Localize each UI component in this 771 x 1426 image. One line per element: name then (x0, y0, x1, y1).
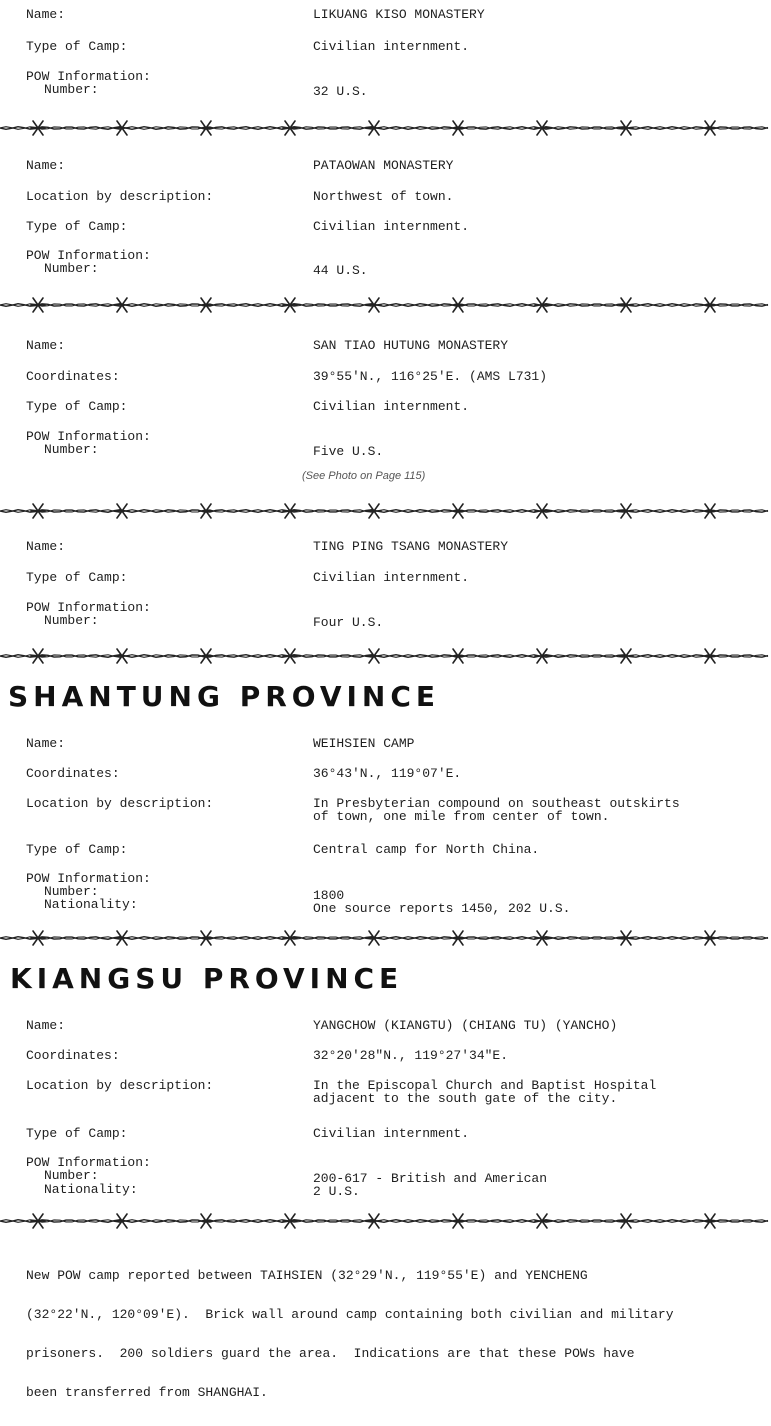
barb-mark (115, 931, 129, 945)
field-value-type: Central camp for North China. (313, 842, 540, 857)
barb-mark (367, 504, 381, 518)
barb-mark (283, 931, 297, 945)
field-label-type: Type of Camp: (26, 219, 128, 234)
field-value-location: In the Episcopal Church and Baptist Hospital (313, 1078, 657, 1093)
field-value-location-continued: adjacent to the south gate of the city. (313, 1091, 618, 1106)
pow-info-header: POW Information: (26, 69, 151, 84)
barbed-wire-divider (0, 1212, 771, 1230)
barb-mark (535, 649, 549, 663)
barb-mark (199, 1214, 213, 1228)
field-value-coordinates: 39°55'N., 116°25'E. (AMS L731) (313, 369, 548, 384)
province-heading-shantung: SHANTUNG PROVINCE (8, 680, 441, 713)
barb-mark (115, 121, 129, 135)
field-label-location: Location by description: (26, 1078, 214, 1093)
field-label-nationality: Nationality: (44, 897, 138, 912)
barb-mark (619, 121, 633, 135)
field-value-type: Civilian internment. (313, 219, 470, 234)
barb-mark (703, 298, 717, 312)
field-value-number: Four U.S. (313, 615, 384, 630)
barb-mark (199, 504, 213, 518)
barb-mark (115, 504, 129, 518)
paragraph-line: prisoners. 200 soldiers guard the area. Indications are that these POWs have (26, 1346, 635, 1361)
field-label-coordinates: Coordinates: (26, 1048, 120, 1063)
barb-mark (451, 504, 465, 518)
field-label-number: Number: (44, 82, 99, 97)
barb-mark (619, 1214, 633, 1228)
field-label-number: Number: (44, 613, 99, 628)
paragraph-line: (32°22'N., 120°09'E). Brick wall around camp containing both civilian and military (26, 1307, 674, 1322)
barb-mark (619, 931, 633, 945)
barb-mark (31, 121, 45, 135)
barb-mark (31, 649, 45, 663)
barbed-wire-divider (0, 647, 771, 665)
field-label-location: Location by description: (26, 796, 214, 811)
field-value-type: Civilian internment. (313, 399, 470, 414)
field-value-name: SAN TIAO HUTUNG MONASTERY (313, 338, 509, 353)
barb-mark (367, 931, 381, 945)
barb-mark (31, 1214, 45, 1228)
province-heading-kiangsu: KIANGSU PROVINCE (10, 962, 404, 995)
barbed-wire-divider (0, 296, 771, 314)
barb-mark (451, 298, 465, 312)
field-label-type: Type of Camp: (26, 842, 128, 857)
field-label-type: Type of Camp: (26, 570, 128, 585)
barb-mark (283, 121, 297, 135)
field-value-number: 32 U.S. (313, 84, 368, 99)
pow-info-header: POW Information: (26, 248, 151, 263)
field-label-name: Name: (26, 736, 66, 751)
field-label-number: Number: (44, 1168, 99, 1183)
field-value-type: Civilian internment. (313, 570, 470, 585)
field-label-name: Name: (26, 1018, 66, 1033)
paragraph-line: been transferred from SHANGHAI. (26, 1385, 268, 1400)
barb-mark (703, 1214, 717, 1228)
paragraph-line: New POW camp reported between TAIHSIEN (32°29'N., 119°55'E) and YENCHENG (26, 1268, 588, 1283)
barb-mark (31, 504, 45, 518)
barbed-wire-divider (0, 119, 771, 137)
field-value-name: WEIHSIEN CAMP (313, 736, 415, 751)
barb-mark (115, 649, 129, 663)
field-value-name: LIKUANG KISO MONASTERY (313, 7, 485, 22)
barb-mark (535, 121, 549, 135)
field-value-location: In Presbyterian compound on southeast outskirts (313, 796, 680, 811)
barb-mark (283, 298, 297, 312)
field-label-name: Name: (26, 338, 66, 353)
field-value-number: Five U.S. (313, 444, 384, 459)
field-value-coordinates: 36°43'N., 119°07'E. (313, 766, 462, 781)
barbed-wire-divider (0, 502, 771, 520)
field-label-type: Type of Camp: (26, 39, 128, 54)
barb-mark (283, 649, 297, 663)
barb-mark (283, 1214, 297, 1228)
barb-mark (31, 931, 45, 945)
pow-info-header: POW Information: (26, 871, 151, 886)
field-value-nationality: One source reports 1450, 202 U.S. (313, 901, 571, 916)
barb-mark (619, 649, 633, 663)
field-label-number: Number: (44, 442, 99, 457)
barb-mark (115, 298, 129, 312)
field-value-nationality: 2 U.S. (313, 1184, 360, 1199)
barb-mark (703, 931, 717, 945)
barb-mark (451, 931, 465, 945)
pow-info-header: POW Information: (26, 1155, 151, 1170)
pow-info-header: POW Information: (26, 600, 151, 615)
barb-mark (535, 504, 549, 518)
barb-mark (367, 121, 381, 135)
barb-mark (367, 1214, 381, 1228)
field-label-coordinates: Coordinates: (26, 766, 120, 781)
barb-mark (451, 1214, 465, 1228)
field-value-number: 200-617 - British and American (313, 1171, 548, 1186)
barb-mark (535, 931, 549, 945)
barb-mark (535, 298, 549, 312)
barb-mark (703, 649, 717, 663)
pow-info-header: POW Information: (26, 429, 151, 444)
field-value-number: 44 U.S. (313, 263, 368, 278)
field-label-location: Location by description: (26, 189, 214, 204)
field-value-name: YANGCHOW (KIANGTU) (CHIANG TU) (YANCHO) (313, 1018, 618, 1033)
barb-mark (451, 649, 465, 663)
field-label-nationality: Nationality: (44, 1182, 138, 1197)
field-label-coordinates: Coordinates: (26, 369, 120, 384)
photo-reference-note: (See Photo on Page 115) (302, 470, 426, 482)
field-value-location: Northwest of town. (313, 189, 454, 204)
field-label-name: Name: (26, 158, 66, 173)
closing-paragraph (26, 1243, 766, 1425)
barb-mark (451, 121, 465, 135)
field-label-type: Type of Camp: (26, 399, 128, 414)
barb-mark (703, 121, 717, 135)
field-label-number: Number: (44, 261, 99, 276)
barb-mark (619, 504, 633, 518)
field-label-type: Type of Camp: (26, 1126, 128, 1141)
barb-mark (115, 1214, 129, 1228)
field-value-type: Civilian internment. (313, 39, 470, 54)
barb-mark (367, 649, 381, 663)
barb-mark (31, 298, 45, 312)
field-label-name: Name: (26, 539, 66, 554)
barb-mark (283, 504, 297, 518)
barb-mark (199, 931, 213, 945)
field-value-coordinates: 32°20'28"N., 119°27'34"E. (313, 1048, 509, 1063)
field-value-location-continued: of town, one mile from center of town. (313, 809, 610, 824)
field-value-number: 1800 (313, 888, 345, 903)
barb-mark (703, 504, 717, 518)
barbed-wire-divider (0, 929, 771, 947)
field-value-name: PATAOWAN MONASTERY (313, 158, 454, 173)
barb-mark (619, 298, 633, 312)
barb-mark (367, 298, 381, 312)
field-value-name: TING PING TSANG MONASTERY (313, 539, 509, 554)
field-label-number: Number: (44, 884, 99, 899)
field-value-type: Civilian internment. (313, 1126, 470, 1141)
barb-mark (199, 649, 213, 663)
barb-mark (199, 298, 213, 312)
field-label-name: Name: (26, 7, 66, 22)
barb-mark (199, 121, 213, 135)
barb-mark (535, 1214, 549, 1228)
